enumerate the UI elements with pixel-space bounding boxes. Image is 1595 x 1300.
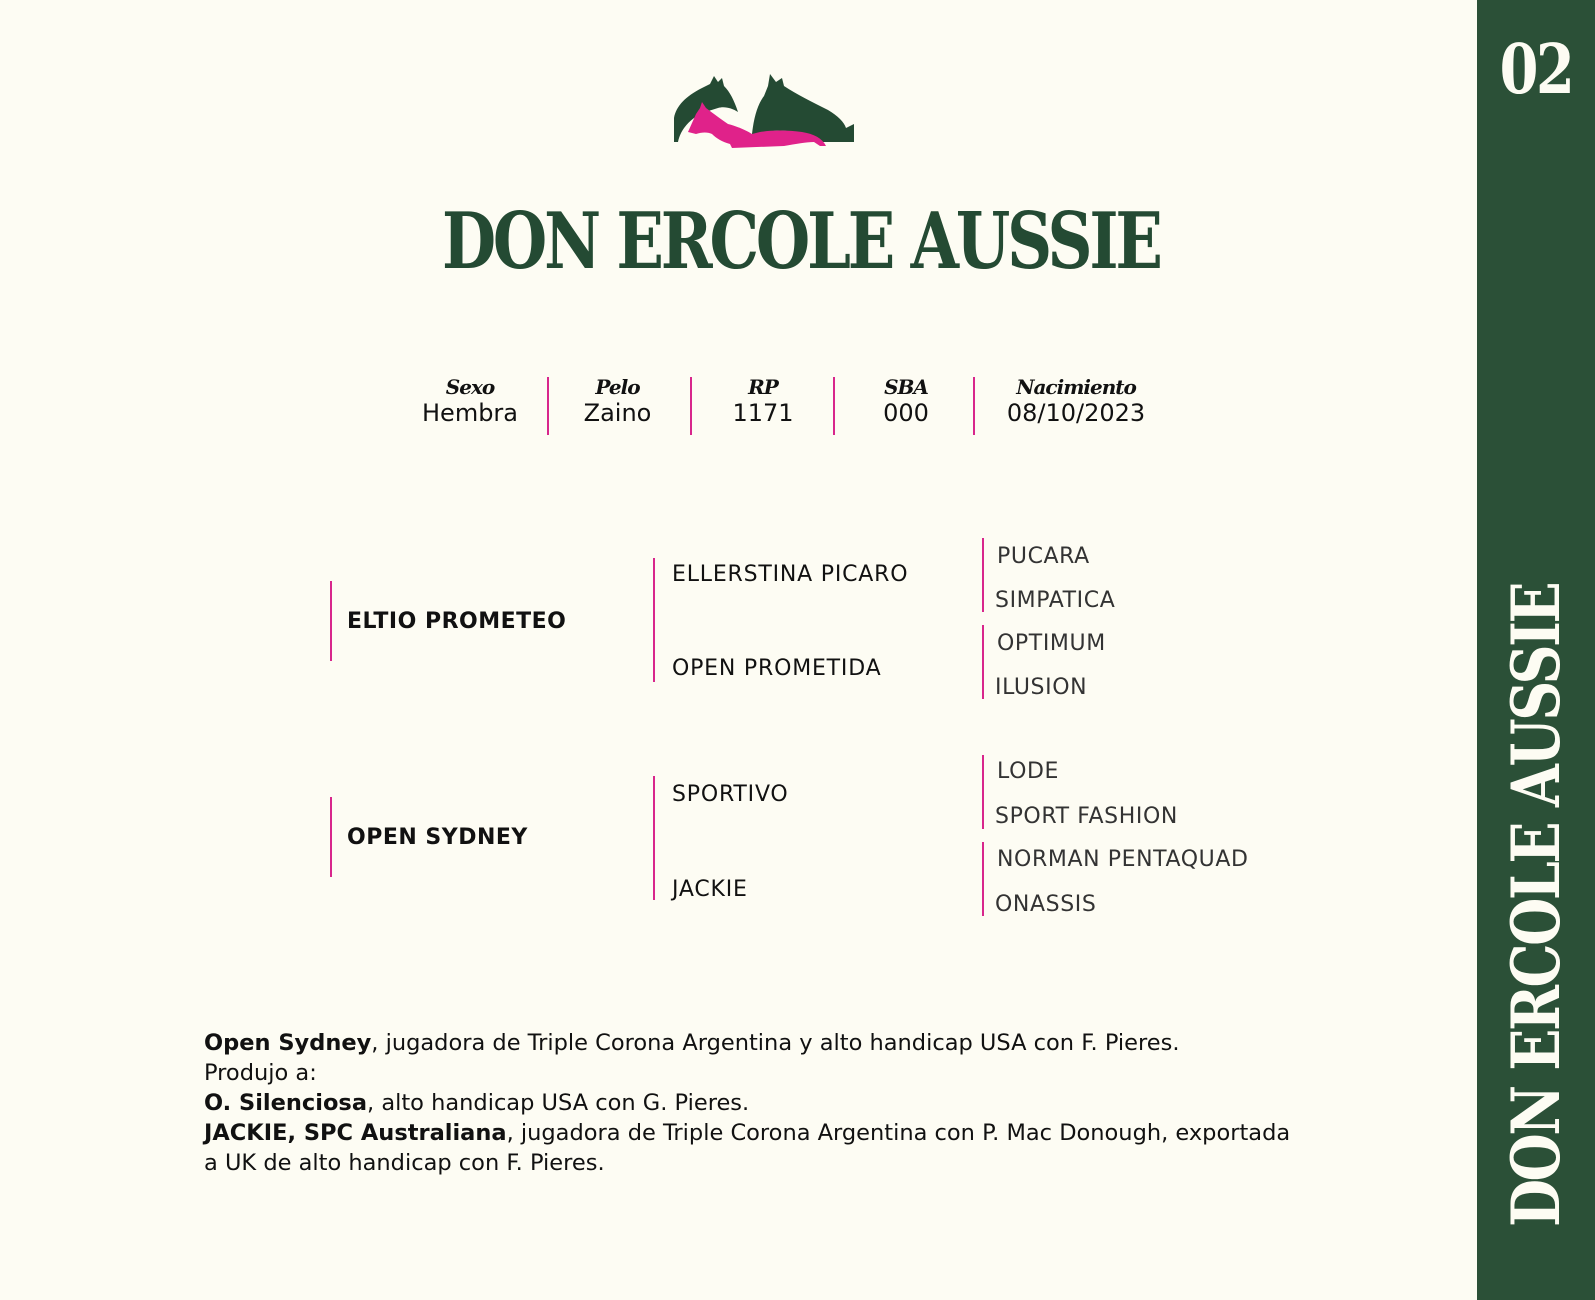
info-value: Hembra — [422, 399, 518, 427]
paternal-granddam-name: OPEN PROMETIDA — [672, 656, 882, 681]
description-text: , jugadora de Triple Corona Argentina y alto handicap USA con F. Pieres. — [371, 1030, 1180, 1056]
info-value: Zaino — [583, 399, 652, 427]
pedigree-bar — [653, 558, 655, 682]
info-value: 000 — [883, 399, 929, 427]
pedigree-bar — [982, 755, 984, 829]
description-text: , jugadora de Triple Corona Argentina con P. Mac Donough, exportada a UK de alto handicap con F. Pieres. — [204, 1120, 1291, 1176]
info-label: Sexo — [445, 375, 495, 399]
info-label: Pelo — [595, 375, 640, 399]
pedigree-bar — [982, 842, 984, 916]
sire-name: ELTIO PROMETEO — [347, 609, 567, 634]
description-line — [204, 1088, 1304, 1118]
info-label: RP — [748, 375, 778, 399]
info-value: 1171 — [732, 399, 794, 427]
description-bold: O. Silenciosa — [204, 1090, 368, 1116]
page-title: DON ERCOLE AUSSIE — [442, 196, 1160, 287]
ggp-name: NORMAN PENTAQUAD — [997, 847, 1249, 872]
pedigree-bar — [653, 776, 655, 900]
description-text: , alto handicap USA con G. Pieres. — [367, 1090, 750, 1116]
ggp-name: LODE — [997, 759, 1060, 784]
pedigree-bar — [982, 538, 984, 612]
ggp-name: SIMPATICA — [995, 588, 1116, 613]
description-line — [204, 1118, 1304, 1178]
description-line — [204, 1058, 1304, 1088]
pedigree-bar — [330, 797, 332, 877]
ggp-name: OPTIMUM — [997, 631, 1106, 656]
description-line — [204, 1028, 1304, 1058]
description-text: Produjo a: — [204, 1060, 317, 1086]
ggp-name: PUCARA — [997, 544, 1090, 569]
maternal-grandsire-name: SPORTIVO — [672, 782, 789, 807]
description-bold: Open Sydney — [204, 1030, 372, 1056]
maternal-granddam-name: JACKIE — [672, 877, 748, 902]
info-label: Nacimiento — [1016, 375, 1136, 399]
pedigree-bar — [982, 625, 984, 699]
ggp-name: ILUSION — [995, 675, 1088, 700]
sidebar-title: DON ERCOLE AUSSIE — [1497, 583, 1575, 1227]
sidebar — [1477, 0, 1595, 1300]
info-value: 08/10/2023 — [1006, 399, 1146, 427]
ggp-name: SPORT FASHION — [995, 804, 1178, 829]
info-label: SBA — [884, 375, 928, 399]
pedigree-bar — [330, 581, 332, 661]
description — [204, 1028, 1304, 1178]
dam-name: OPEN SYDNEY — [347, 825, 528, 850]
page-number: 02 — [1499, 30, 1573, 110]
ggp-name: ONASSIS — [995, 892, 1097, 917]
description-bold: JACKIE, SPC Australiana — [204, 1120, 507, 1146]
paternal-grandsire-name: ELLERSTINA PICARO — [672, 562, 909, 587]
